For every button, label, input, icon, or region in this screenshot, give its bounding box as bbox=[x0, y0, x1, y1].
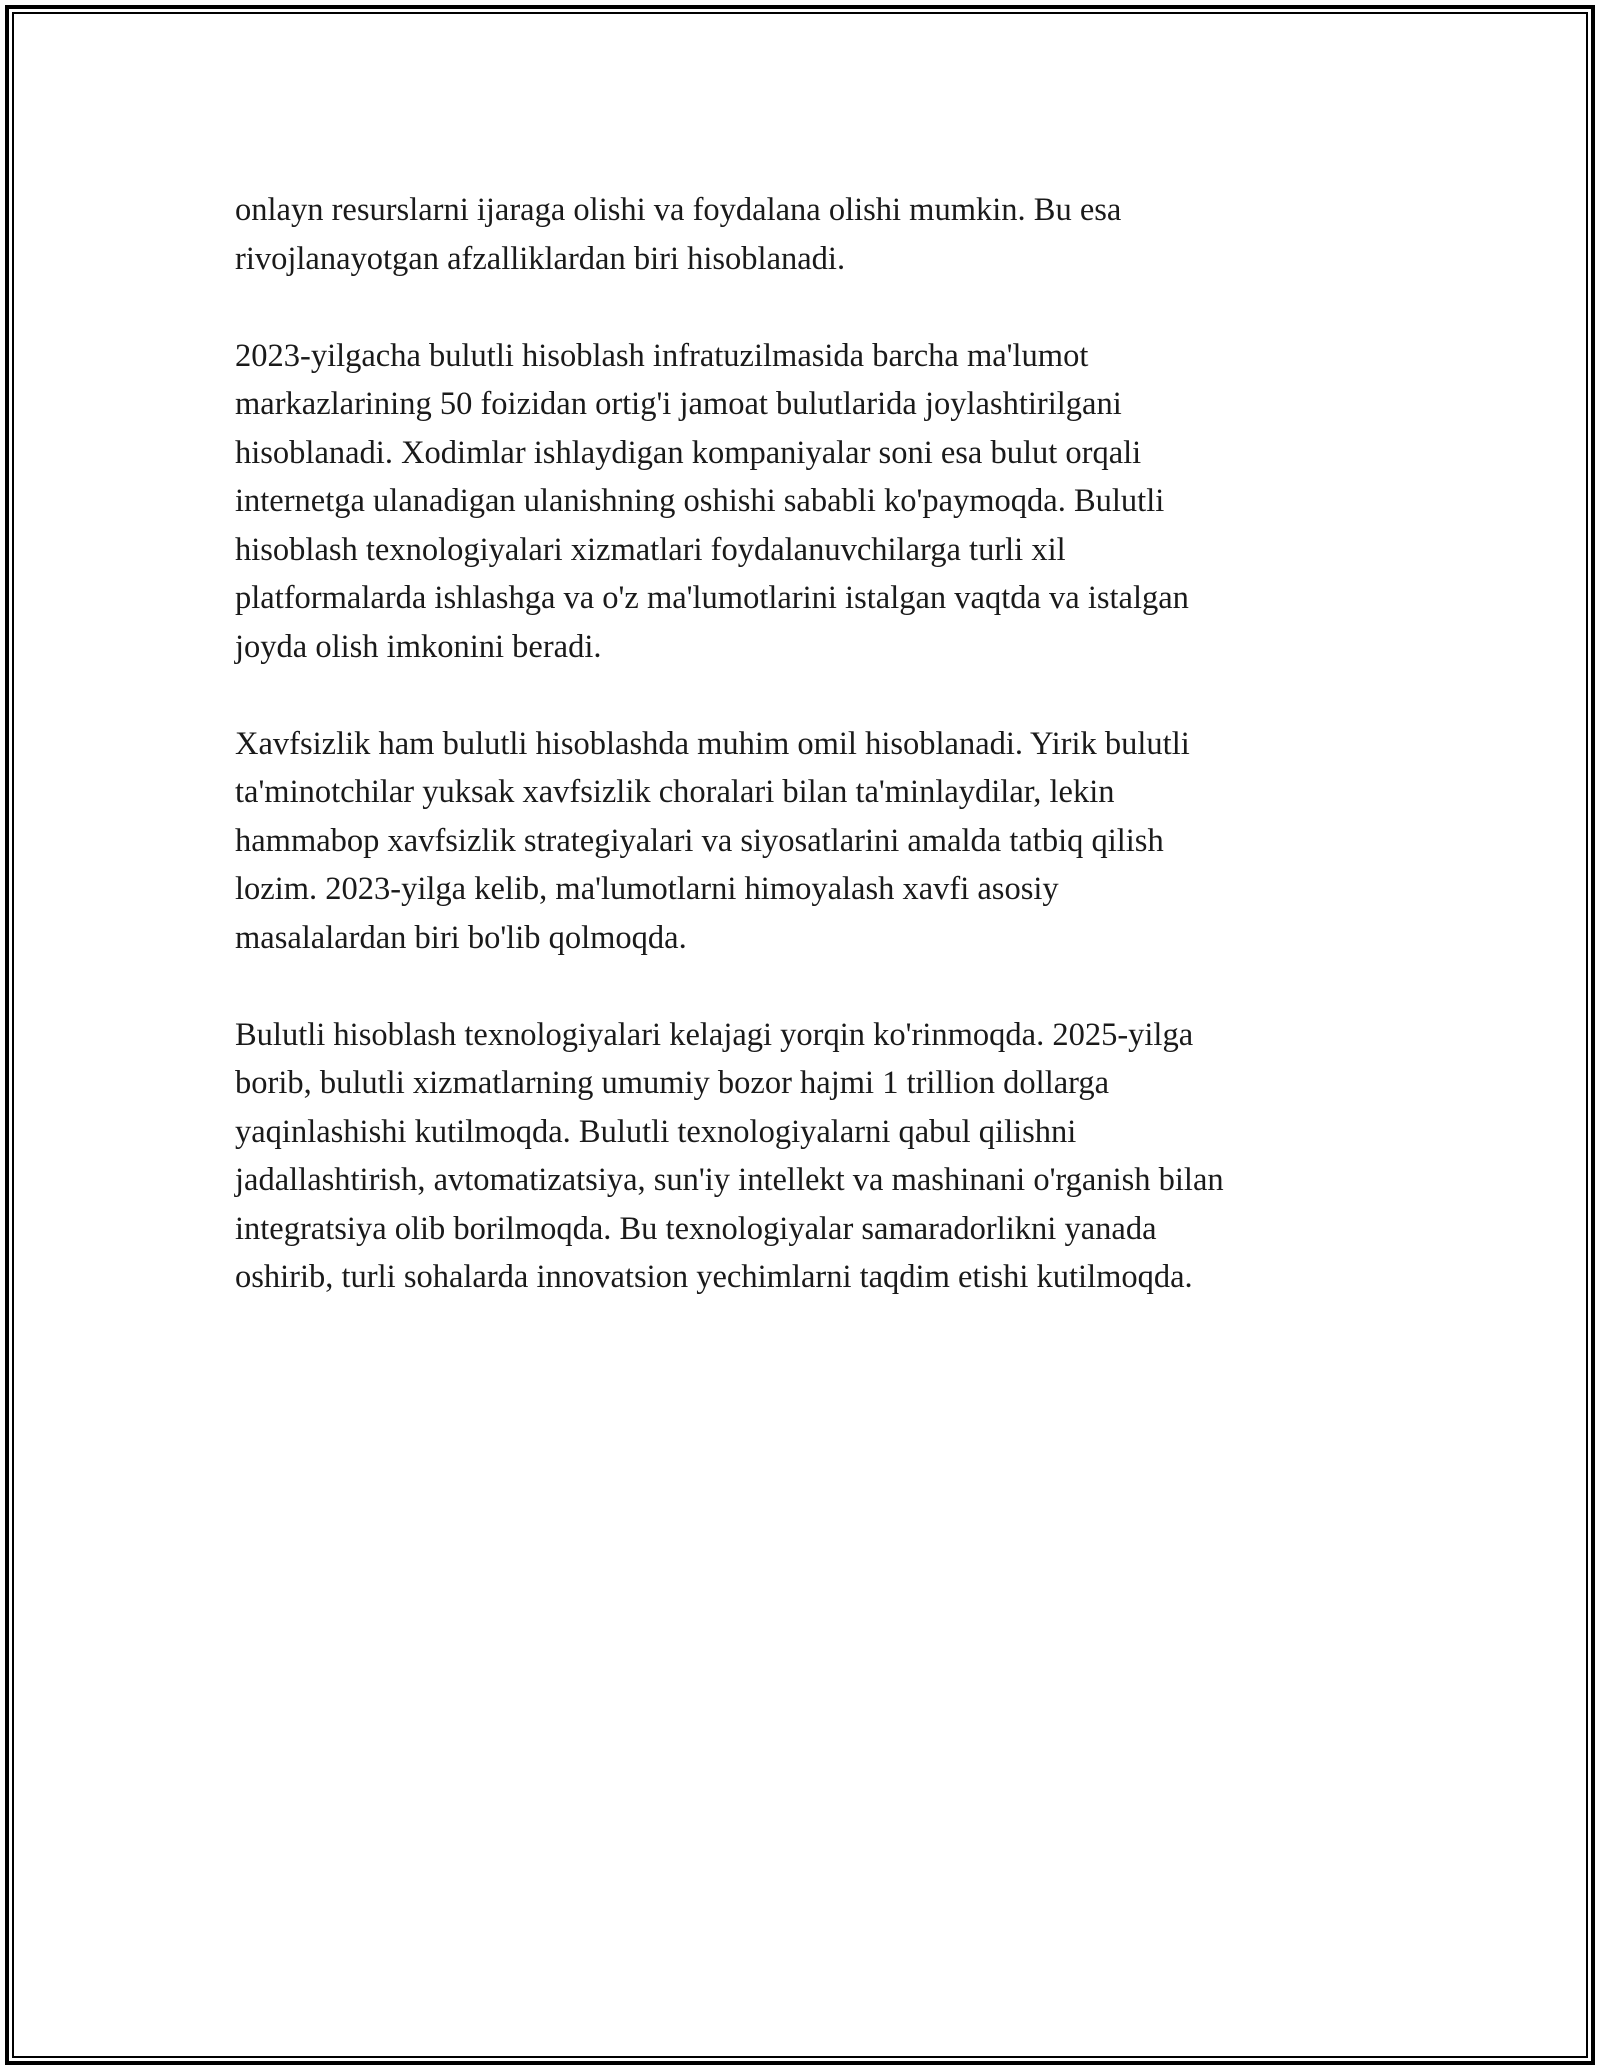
text-line: ta'minotchilar yuksak xavfsizlik choralari bilan ta'minlaydilar, lekin bbox=[235, 774, 1115, 810]
text-line: lozim. 2023-yilga kelib, ma'lumotlarni himoyalash xavfi asosiy bbox=[235, 871, 1059, 907]
text-line: hisoblanadi. Xodimlar ishlaydigan kompaniyalar soni esa bulut orqali bbox=[235, 434, 1142, 471]
text-line: yaqinlashishi kutilmoqda. Bulutli texnologiyalarni qabul qilishni bbox=[235, 1113, 1077, 1150]
paragraph-4 bbox=[235, 1011, 1375, 1302]
text-line: markazlarining 50 foizidan ortig'i jamoat bulutlarida joylashtirilgani bbox=[235, 386, 1122, 422]
document-body bbox=[235, 186, 1375, 1350]
text-line: platformalarda ishlashga va o'z ma'lumotlarini istalgan vaqtda va istalgan bbox=[235, 580, 1189, 616]
text-line: Xavfsizlik ham bulutli hisoblashda muhim omil hisoblanadi. Yirik bulutli bbox=[235, 725, 1190, 762]
text-line: 2023-yilgacha bulutli hisoblash infratuzilmasida barcha ma'lumot bbox=[235, 337, 1089, 374]
text-line: Bulutli hisoblash texnologiyalari kelajagi yorqin ko'rinmoqda. 2025-yilga bbox=[235, 1016, 1194, 1053]
paragraph-2 bbox=[235, 332, 1375, 672]
text-line: jadallashtirish, avtomatizatsiya, sun'iy intellekt va mashinani o'rganish bilan bbox=[235, 1162, 1224, 1198]
paragraph-3 bbox=[235, 720, 1375, 963]
text-line: internetga ulanadigan ulanishning oshishi sababli ko'paymoqda. Bulutli bbox=[235, 483, 1165, 519]
text-line: rivojlanayotgan afzalliklardan biri hisoblanadi. bbox=[235, 240, 846, 277]
text-line: oshirib, turli sohalarda innovatsion yechimlarni taqdim etishi kutilmoqda. bbox=[235, 1259, 1193, 1295]
paragraph-1 bbox=[235, 186, 1375, 283]
text-line: onlayn resurslarni ijaraga olishi va foydalana olishi mumkin. Bu esa bbox=[235, 192, 1122, 228]
text-line: hammabop xavfsizlik strategiyalari va siyosatlarini amalda tatbiq qilish bbox=[235, 822, 1164, 859]
text-line: integratsiya olib borilmoqda. Bu texnologiyalar samaradorlikni yanada bbox=[235, 1210, 1157, 1247]
text-line: masalalardan biri bo'lib qolmoqda. bbox=[235, 919, 687, 956]
text-line: joyda olish imkonini beradi. bbox=[235, 628, 602, 665]
text-line: hisoblash texnologiyalari xizmatlari foydalanuvchilarga turli xil bbox=[235, 531, 1066, 568]
text-line: borib, bulutli xizmatlarning umumiy bozor hajmi 1 trillion dollarga bbox=[235, 1065, 1110, 1101]
